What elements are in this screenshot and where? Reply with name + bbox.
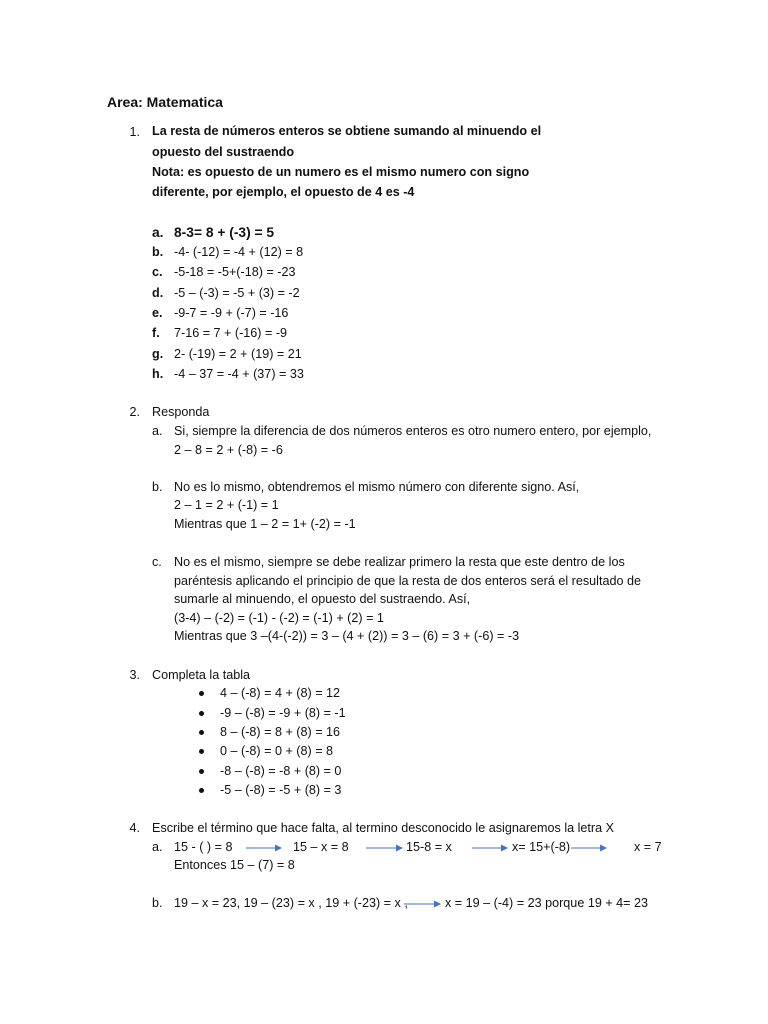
bullet-dot-icon: [199, 730, 204, 735]
s4-a-step: x = 7: [634, 840, 662, 854]
s4-a-step: x= 15+(-8): [512, 840, 571, 854]
s1-item-text: -4 – 37 = -4 + (37) = 33: [174, 367, 304, 381]
right-arrow-icon: [472, 842, 508, 854]
s2-c-line: No es el mismo, siempre se debe realizar primero la resta que este dentro de los: [174, 555, 625, 569]
s2-a-letter: a.: [152, 424, 163, 438]
bullet-dot-icon: [199, 788, 204, 793]
s3-bullet: 8 – (-8) = 8 + (8) = 16: [220, 725, 341, 739]
s1-item-letter: e.: [152, 306, 163, 320]
s1-item-letter: f.: [152, 326, 160, 340]
s2-c-letter: c.: [152, 555, 162, 569]
s1-line-4: diferente, por ejemplo, el opuesto de 4 es -4: [152, 185, 415, 199]
right-arrow-icon: [246, 842, 282, 854]
s2-b-line: Mientras que 1 – 2 = 1+ (-2) = -1: [174, 517, 356, 531]
s3-bullet: 4 – (-8) = 4 + (8) = 12: [220, 686, 341, 700]
s1-item-letter: d.: [152, 286, 164, 300]
bullet-dot-icon: [199, 691, 204, 696]
s1-line-1: La resta de números enteros se obtiene sumando al minuendo el: [152, 124, 542, 138]
section-1-number: 1.: [129, 125, 140, 139]
s2-b-line: 2 – 1 = 2 + (-1) = 1: [174, 498, 279, 512]
s4-a-step: 15-8 = x: [406, 840, 452, 854]
bullet-dot-icon: [199, 711, 204, 716]
right-arrow-icon: [404, 898, 441, 910]
s1-item-text: -9-7 = -9 + (-7) = -16: [174, 306, 289, 320]
s2-c-line: paréntesis aplicando el principio de que la resta de dos enteros será el resultado de: [174, 574, 641, 588]
s1-item-letter: h.: [152, 367, 164, 381]
s3-heading: Completa la tabla: [152, 668, 251, 682]
s1-item-text: -5-18 = -5+(-18) = -23: [174, 265, 296, 279]
s1-item-text: 8-3= 8 + (-3) = 5: [174, 225, 275, 240]
s1-item-letter: g.: [152, 347, 164, 361]
s3-bullet: -8 – (-8) = -8 + (8) = 0: [220, 764, 342, 778]
page-title: Area: Matematica: [107, 94, 223, 110]
s1-item-text: -5 – (-3) = -5 + (3) = -2: [174, 286, 300, 300]
s4-heading: Escribe el término que hace falta, al termino desconocido le asignaremos la letra X: [152, 821, 615, 835]
s4-a-step: 15 – x = 8: [293, 840, 349, 854]
s2-c-line: sumarle al minuendo, el opuesto del sustraendo. Así,: [174, 592, 471, 606]
s1-item-text: 7-16 = 7 + (-16) = -9: [174, 326, 288, 340]
s3-bullet: -5 – (-8) = -5 + (8) = 3: [220, 783, 342, 797]
s4-b-letter: b.: [152, 896, 163, 910]
s2-a-line: Si, siempre la diferencia de dos números enteros es otro numero entero, por ejemplo,: [174, 424, 652, 438]
section-3-number: 3.: [129, 668, 140, 682]
s2-c-line: (3-4) – (-2) = (-1) - (-2) = (-1) + (2) = 1: [174, 611, 384, 625]
s3-bullet: 0 – (-8) = 0 + (8) = 8: [220, 744, 334, 758]
s1-line-3: Nota: es opuesto de un numero es el mismo numero con signo: [152, 165, 530, 179]
s1-line-2: opuesto del sustraendo: [152, 145, 295, 159]
section-2-number: 2.: [129, 405, 140, 419]
s2-a-line: 2 – 8 = 2 + (-8) = -6: [174, 443, 283, 457]
s3-bullet: -9 – (-8) = -9 + (8) = -1: [220, 706, 346, 720]
s4-a-line2: Entonces 15 – (7) = 8: [174, 858, 295, 872]
s1-item-text: -4- (-12) = -4 + (12) = 8: [174, 245, 304, 259]
s1-item-letter: c.: [152, 265, 163, 279]
bullet-dot-icon: [199, 769, 204, 774]
bullet-dot-icon: [199, 749, 204, 754]
s2-b-line: No es lo mismo, obtendremos el mismo número con diferente signo. Así,: [174, 480, 580, 494]
s1-item-letter: a.: [152, 225, 164, 240]
s4-a-letter: a.: [152, 840, 163, 854]
right-arrow-icon: [366, 842, 403, 854]
s2-c-line: Mientras que 3 –(4-(-2)) = 3 – (4 + (2)) = 3 – (6) = 3 + (-6) = -3: [174, 629, 520, 643]
s1-item-letter: b.: [152, 245, 164, 259]
section-4-number: 4.: [129, 821, 140, 835]
s2-b-letter: b.: [152, 480, 163, 494]
s4-a-step: 15 - ( ) = 8: [174, 840, 233, 854]
s1-item-text: 2- (-19) = 2 + (19) = 21: [174, 347, 302, 361]
s4-b-part1: 19 – x = 23, 19 – (23) = x , 19 + (-23) = x ,: [174, 896, 408, 910]
s2-heading: Responda: [152, 405, 210, 419]
right-arrow-icon: [571, 842, 607, 854]
s4-b-part2: x = 19 – (-4) = 23 porque 19 + 4= 23: [445, 896, 649, 910]
